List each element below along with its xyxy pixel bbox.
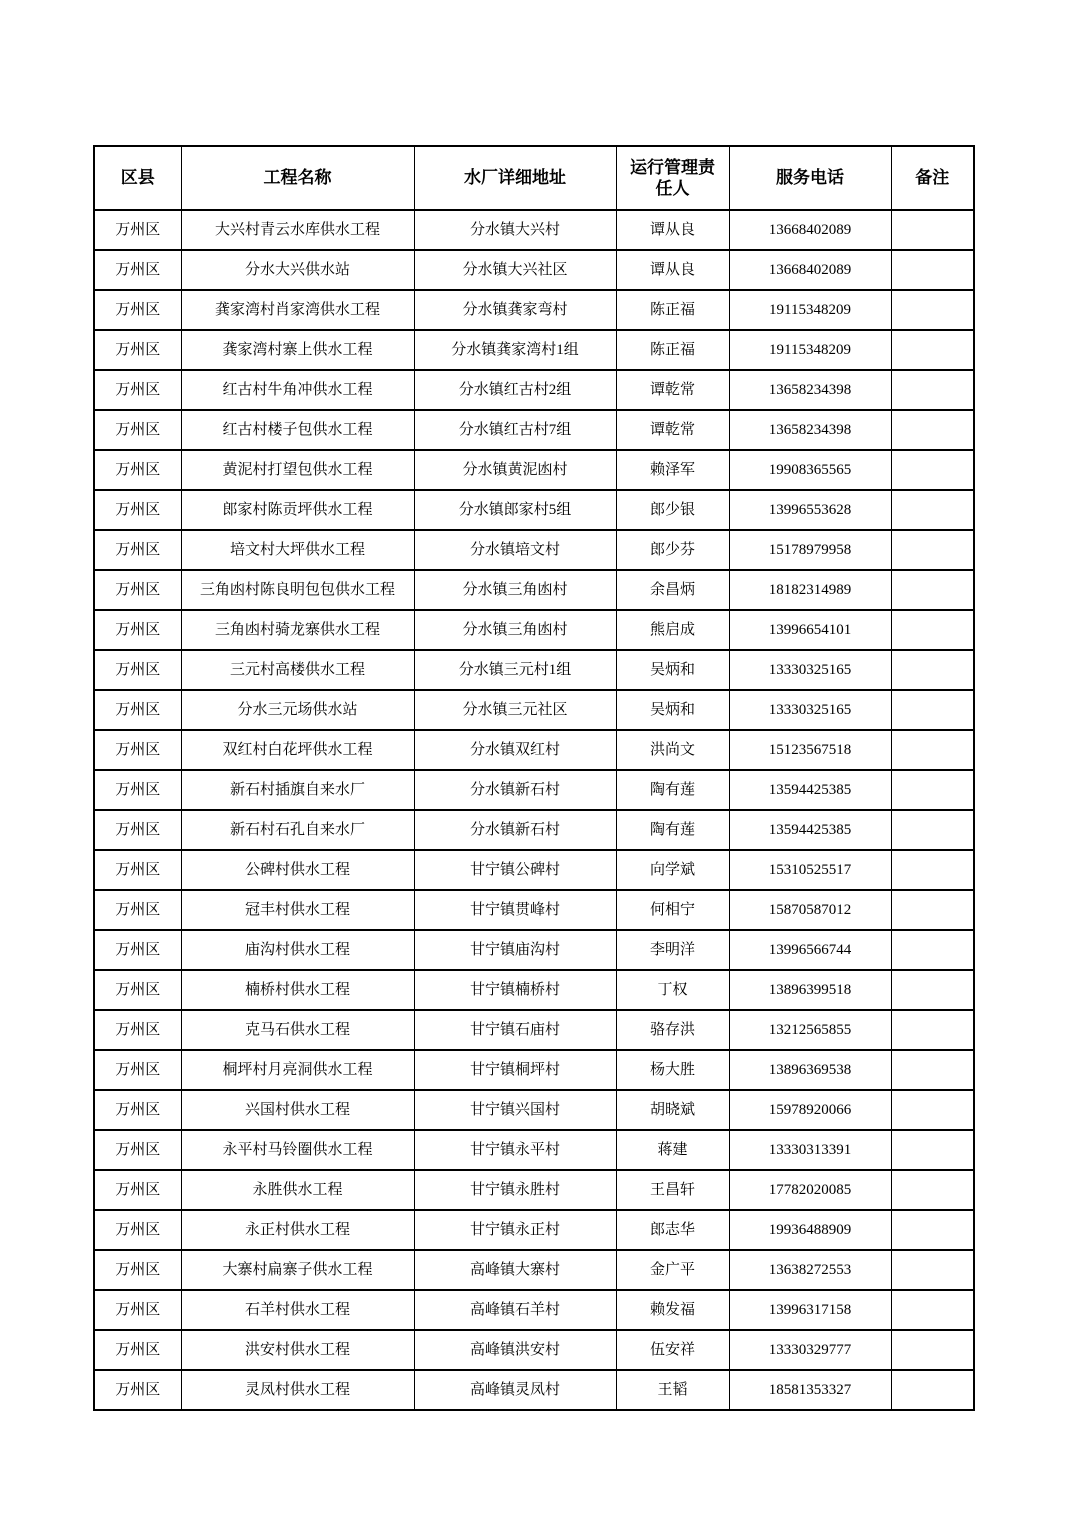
cell-phone: 13996566744 bbox=[729, 930, 891, 970]
cell-project: 郎家村陈贡坪供水工程 bbox=[181, 490, 414, 530]
table-row bbox=[94, 1250, 974, 1290]
table-row bbox=[94, 1290, 974, 1330]
cell-phone: 13996317158 bbox=[729, 1290, 891, 1330]
cell-note bbox=[891, 370, 974, 410]
cell-address: 分水镇培文村 bbox=[414, 530, 616, 570]
cell-district: 万州区 bbox=[94, 570, 181, 610]
cell-project: 大寨村扁寨子供水工程 bbox=[181, 1250, 414, 1290]
cell-note bbox=[891, 650, 974, 690]
cell-note bbox=[891, 250, 974, 290]
header-project: 工程名称 bbox=[181, 146, 414, 210]
cell-note bbox=[891, 1210, 974, 1250]
cell-note bbox=[891, 850, 974, 890]
cell-manager: 蒋建 bbox=[616, 1130, 729, 1170]
cell-manager: 陶有莲 bbox=[616, 770, 729, 810]
cell-phone: 13330325165 bbox=[729, 650, 891, 690]
cell-phone: 13594425385 bbox=[729, 810, 891, 850]
cell-address: 甘宁镇永平村 bbox=[414, 1130, 616, 1170]
table-row bbox=[94, 770, 974, 810]
cell-phone: 13996654101 bbox=[729, 610, 891, 650]
cell-project: 红古村楼子包供水工程 bbox=[181, 410, 414, 450]
cell-phone: 13896369538 bbox=[729, 1050, 891, 1090]
cell-district: 万州区 bbox=[94, 610, 181, 650]
cell-project: 永胜供水工程 bbox=[181, 1170, 414, 1210]
cell-phone: 19908365565 bbox=[729, 450, 891, 490]
cell-phone: 13668402089 bbox=[729, 210, 891, 250]
cell-address: 分水镇三元村1组 bbox=[414, 650, 616, 690]
cell-address: 高峰镇洪安村 bbox=[414, 1330, 616, 1370]
cell-manager: 陶有莲 bbox=[616, 810, 729, 850]
cell-project: 新石村石孔自来水厂 bbox=[181, 810, 414, 850]
cell-address: 分水镇大兴社区 bbox=[414, 250, 616, 290]
cell-district: 万州区 bbox=[94, 1250, 181, 1290]
table-row bbox=[94, 930, 974, 970]
cell-project: 楠桥村供水工程 bbox=[181, 970, 414, 1010]
cell-address: 分水镇新石村 bbox=[414, 770, 616, 810]
table-row bbox=[94, 970, 974, 1010]
cell-note bbox=[891, 810, 974, 850]
table-row bbox=[94, 250, 974, 290]
cell-note bbox=[891, 1370, 974, 1410]
cell-district: 万州区 bbox=[94, 930, 181, 970]
cell-project: 永正村供水工程 bbox=[181, 1210, 414, 1250]
cell-manager: 熊启成 bbox=[616, 610, 729, 650]
cell-project: 龚家湾村肖家湾供水工程 bbox=[181, 290, 414, 330]
cell-note bbox=[891, 1330, 974, 1370]
cell-project: 三角凼村骑龙寨供水工程 bbox=[181, 610, 414, 650]
cell-district: 万州区 bbox=[94, 410, 181, 450]
table-row bbox=[94, 610, 974, 650]
header-row bbox=[94, 146, 974, 210]
cell-project: 黄泥村打望包供水工程 bbox=[181, 450, 414, 490]
cell-address: 分水镇三角凼村 bbox=[414, 610, 616, 650]
table-row bbox=[94, 730, 974, 770]
cell-manager: 谭乾常 bbox=[616, 410, 729, 450]
cell-district: 万州区 bbox=[94, 690, 181, 730]
table-row bbox=[94, 1370, 974, 1410]
cell-address: 高峰镇大寨村 bbox=[414, 1250, 616, 1290]
cell-manager: 郎少银 bbox=[616, 490, 729, 530]
cell-manager: 赖泽军 bbox=[616, 450, 729, 490]
cell-note bbox=[891, 930, 974, 970]
cell-district: 万州区 bbox=[94, 290, 181, 330]
cell-project: 新石村插旗自来水厂 bbox=[181, 770, 414, 810]
cell-address: 甘宁镇楠桥村 bbox=[414, 970, 616, 1010]
cell-manager: 赖发福 bbox=[616, 1290, 729, 1330]
table-row bbox=[94, 1130, 974, 1170]
cell-project: 公碑村供水工程 bbox=[181, 850, 414, 890]
cell-manager: 王昌轩 bbox=[616, 1170, 729, 1210]
cell-district: 万州区 bbox=[94, 890, 181, 930]
cell-note bbox=[891, 890, 974, 930]
cell-district: 万州区 bbox=[94, 450, 181, 490]
cell-district: 万州区 bbox=[94, 1010, 181, 1050]
cell-address: 甘宁镇庙沟村 bbox=[414, 930, 616, 970]
cell-note bbox=[891, 730, 974, 770]
cell-address: 甘宁镇公碑村 bbox=[414, 850, 616, 890]
cell-manager: 郎志华 bbox=[616, 1210, 729, 1250]
cell-address: 分水镇大兴村 bbox=[414, 210, 616, 250]
cell-manager: 王韬 bbox=[616, 1370, 729, 1410]
cell-district: 万州区 bbox=[94, 1330, 181, 1370]
cell-phone: 13330313391 bbox=[729, 1130, 891, 1170]
cell-address: 甘宁镇桐坪村 bbox=[414, 1050, 616, 1090]
cell-manager: 谭从良 bbox=[616, 210, 729, 250]
cell-district: 万州区 bbox=[94, 1090, 181, 1130]
cell-district: 万州区 bbox=[94, 330, 181, 370]
cell-note bbox=[891, 1050, 974, 1090]
cell-note bbox=[891, 490, 974, 530]
cell-district: 万州区 bbox=[94, 1290, 181, 1330]
cell-address: 分水镇郎家村5组 bbox=[414, 490, 616, 530]
cell-phone: 15978920066 bbox=[729, 1090, 891, 1130]
table-row bbox=[94, 570, 974, 610]
cell-district: 万州区 bbox=[94, 1370, 181, 1410]
table-row bbox=[94, 890, 974, 930]
cell-note bbox=[891, 610, 974, 650]
cell-district: 万州区 bbox=[94, 1130, 181, 1170]
cell-district: 万州区 bbox=[94, 530, 181, 570]
cell-address: 甘宁镇石庙村 bbox=[414, 1010, 616, 1050]
cell-note bbox=[891, 530, 974, 570]
cell-note bbox=[891, 290, 974, 330]
cell-project: 培文村大坪供水工程 bbox=[181, 530, 414, 570]
cell-address: 分水镇三角凼村 bbox=[414, 570, 616, 610]
cell-phone: 15123567518 bbox=[729, 730, 891, 770]
cell-project: 分水大兴供水站 bbox=[181, 250, 414, 290]
cell-phone: 18182314989 bbox=[729, 570, 891, 610]
cell-address: 甘宁镇贯峰村 bbox=[414, 890, 616, 930]
table-row bbox=[94, 1210, 974, 1250]
cell-manager: 杨大胜 bbox=[616, 1050, 729, 1090]
table-row bbox=[94, 690, 974, 730]
table-row bbox=[94, 530, 974, 570]
cell-address: 分水镇双红村 bbox=[414, 730, 616, 770]
cell-project: 三角凼村陈良明包包供水工程 bbox=[181, 570, 414, 610]
cell-phone: 13896399518 bbox=[729, 970, 891, 1010]
table-row bbox=[94, 1330, 974, 1370]
cell-project: 石羊村供水工程 bbox=[181, 1290, 414, 1330]
cell-district: 万州区 bbox=[94, 1210, 181, 1250]
cell-note bbox=[891, 450, 974, 490]
cell-district: 万州区 bbox=[94, 1170, 181, 1210]
cell-manager: 向学斌 bbox=[616, 850, 729, 890]
table-row bbox=[94, 1090, 974, 1130]
cell-district: 万州区 bbox=[94, 770, 181, 810]
cell-address: 分水镇黄泥凼村 bbox=[414, 450, 616, 490]
cell-district: 万州区 bbox=[94, 730, 181, 770]
cell-note bbox=[891, 330, 974, 370]
cell-address: 分水镇红古村2组 bbox=[414, 370, 616, 410]
cell-note bbox=[891, 1010, 974, 1050]
cell-note bbox=[891, 410, 974, 450]
cell-phone: 13668402089 bbox=[729, 250, 891, 290]
water-supply-projects-table bbox=[93, 145, 975, 1411]
cell-district: 万州区 bbox=[94, 650, 181, 690]
cell-phone: 13594425385 bbox=[729, 770, 891, 810]
table-row bbox=[94, 1050, 974, 1090]
cell-district: 万州区 bbox=[94, 490, 181, 530]
table-row bbox=[94, 1170, 974, 1210]
cell-phone: 13638272553 bbox=[729, 1250, 891, 1290]
cell-address: 分水镇新石村 bbox=[414, 810, 616, 850]
cell-phone: 13658234398 bbox=[729, 370, 891, 410]
cell-phone: 13212565855 bbox=[729, 1010, 891, 1050]
cell-phone: 15310525517 bbox=[729, 850, 891, 890]
cell-project: 红古村牛角冲供水工程 bbox=[181, 370, 414, 410]
cell-manager: 谭乾常 bbox=[616, 370, 729, 410]
cell-project: 双红村白花坪供水工程 bbox=[181, 730, 414, 770]
table-row bbox=[94, 490, 974, 530]
cell-phone: 19936488909 bbox=[729, 1210, 891, 1250]
cell-manager: 陈正福 bbox=[616, 290, 729, 330]
cell-project: 分水三元场供水站 bbox=[181, 690, 414, 730]
cell-manager: 洪尚文 bbox=[616, 730, 729, 770]
cell-project: 三元村高楼供水工程 bbox=[181, 650, 414, 690]
cell-manager: 余昌炳 bbox=[616, 570, 729, 610]
cell-address: 甘宁镇兴国村 bbox=[414, 1090, 616, 1130]
cell-manager: 李明洋 bbox=[616, 930, 729, 970]
cell-phone: 13330329777 bbox=[729, 1330, 891, 1370]
header-note: 备注 bbox=[891, 146, 974, 210]
cell-district: 万州区 bbox=[94, 970, 181, 1010]
cell-manager: 骆存洪 bbox=[616, 1010, 729, 1050]
cell-address: 高峰镇灵凤村 bbox=[414, 1370, 616, 1410]
cell-project: 兴国村供水工程 bbox=[181, 1090, 414, 1130]
table-row bbox=[94, 810, 974, 850]
cell-phone: 15870587012 bbox=[729, 890, 891, 930]
cell-manager: 金广平 bbox=[616, 1250, 729, 1290]
cell-address: 分水镇三元社区 bbox=[414, 690, 616, 730]
table-row bbox=[94, 330, 974, 370]
cell-district: 万州区 bbox=[94, 210, 181, 250]
cell-note bbox=[891, 1250, 974, 1290]
cell-project: 大兴村青云水库供水工程 bbox=[181, 210, 414, 250]
cell-note bbox=[891, 570, 974, 610]
cell-phone: 13996553628 bbox=[729, 490, 891, 530]
cell-address: 高峰镇石羊村 bbox=[414, 1290, 616, 1330]
table-body bbox=[94, 210, 974, 1410]
cell-manager: 丁权 bbox=[616, 970, 729, 1010]
cell-project: 桐坪村月亮洞供水工程 bbox=[181, 1050, 414, 1090]
table-row bbox=[94, 1010, 974, 1050]
table-header bbox=[94, 146, 974, 210]
table-row bbox=[94, 410, 974, 450]
cell-address: 甘宁镇永正村 bbox=[414, 1210, 616, 1250]
cell-note bbox=[891, 1090, 974, 1130]
cell-project: 龚家湾村寨上供水工程 bbox=[181, 330, 414, 370]
cell-district: 万州区 bbox=[94, 850, 181, 890]
cell-note bbox=[891, 690, 974, 730]
cell-address: 分水镇龚家湾村1组 bbox=[414, 330, 616, 370]
cell-manager: 何相宁 bbox=[616, 890, 729, 930]
cell-note bbox=[891, 970, 974, 1010]
cell-address: 分水镇龚家弯村 bbox=[414, 290, 616, 330]
table-row bbox=[94, 290, 974, 330]
cell-manager: 陈正福 bbox=[616, 330, 729, 370]
cell-manager: 伍安祥 bbox=[616, 1330, 729, 1370]
cell-district: 万州区 bbox=[94, 370, 181, 410]
cell-project: 克马石供水工程 bbox=[181, 1010, 414, 1050]
cell-note bbox=[891, 1130, 974, 1170]
cell-project: 庙沟村供水工程 bbox=[181, 930, 414, 970]
cell-note bbox=[891, 210, 974, 250]
header-manager: 运行管理责任人 bbox=[616, 146, 729, 210]
table-row bbox=[94, 210, 974, 250]
cell-phone: 18581353327 bbox=[729, 1370, 891, 1410]
header-phone: 服务电话 bbox=[729, 146, 891, 210]
cell-address: 甘宁镇永胜村 bbox=[414, 1170, 616, 1210]
table-row bbox=[94, 450, 974, 490]
cell-note bbox=[891, 1170, 974, 1210]
cell-phone: 19115348209 bbox=[729, 330, 891, 370]
cell-district: 万州区 bbox=[94, 1050, 181, 1090]
header-address: 水厂详细地址 bbox=[414, 146, 616, 210]
table-row bbox=[94, 650, 974, 690]
cell-manager: 郎少芬 bbox=[616, 530, 729, 570]
cell-manager: 胡晓斌 bbox=[616, 1090, 729, 1130]
cell-district: 万州区 bbox=[94, 250, 181, 290]
cell-project: 洪安村供水工程 bbox=[181, 1330, 414, 1370]
cell-phone: 13330325165 bbox=[729, 690, 891, 730]
cell-note bbox=[891, 770, 974, 810]
cell-project: 冠丰村供水工程 bbox=[181, 890, 414, 930]
cell-district: 万州区 bbox=[94, 810, 181, 850]
cell-project: 永平村马铃圈供水工程 bbox=[181, 1130, 414, 1170]
cell-phone: 13658234398 bbox=[729, 410, 891, 450]
table-row bbox=[94, 850, 974, 890]
header-district: 区县 bbox=[94, 146, 181, 210]
cell-project: 灵凤村供水工程 bbox=[181, 1370, 414, 1410]
cell-phone: 19115348209 bbox=[729, 290, 891, 330]
cell-address: 分水镇红古村7组 bbox=[414, 410, 616, 450]
cell-manager: 谭从良 bbox=[616, 250, 729, 290]
cell-note bbox=[891, 1290, 974, 1330]
table-row bbox=[94, 370, 974, 410]
cell-phone: 15178979958 bbox=[729, 530, 891, 570]
cell-manager: 吴炳和 bbox=[616, 690, 729, 730]
cell-manager: 吴炳和 bbox=[616, 650, 729, 690]
cell-phone: 17782020085 bbox=[729, 1170, 891, 1210]
